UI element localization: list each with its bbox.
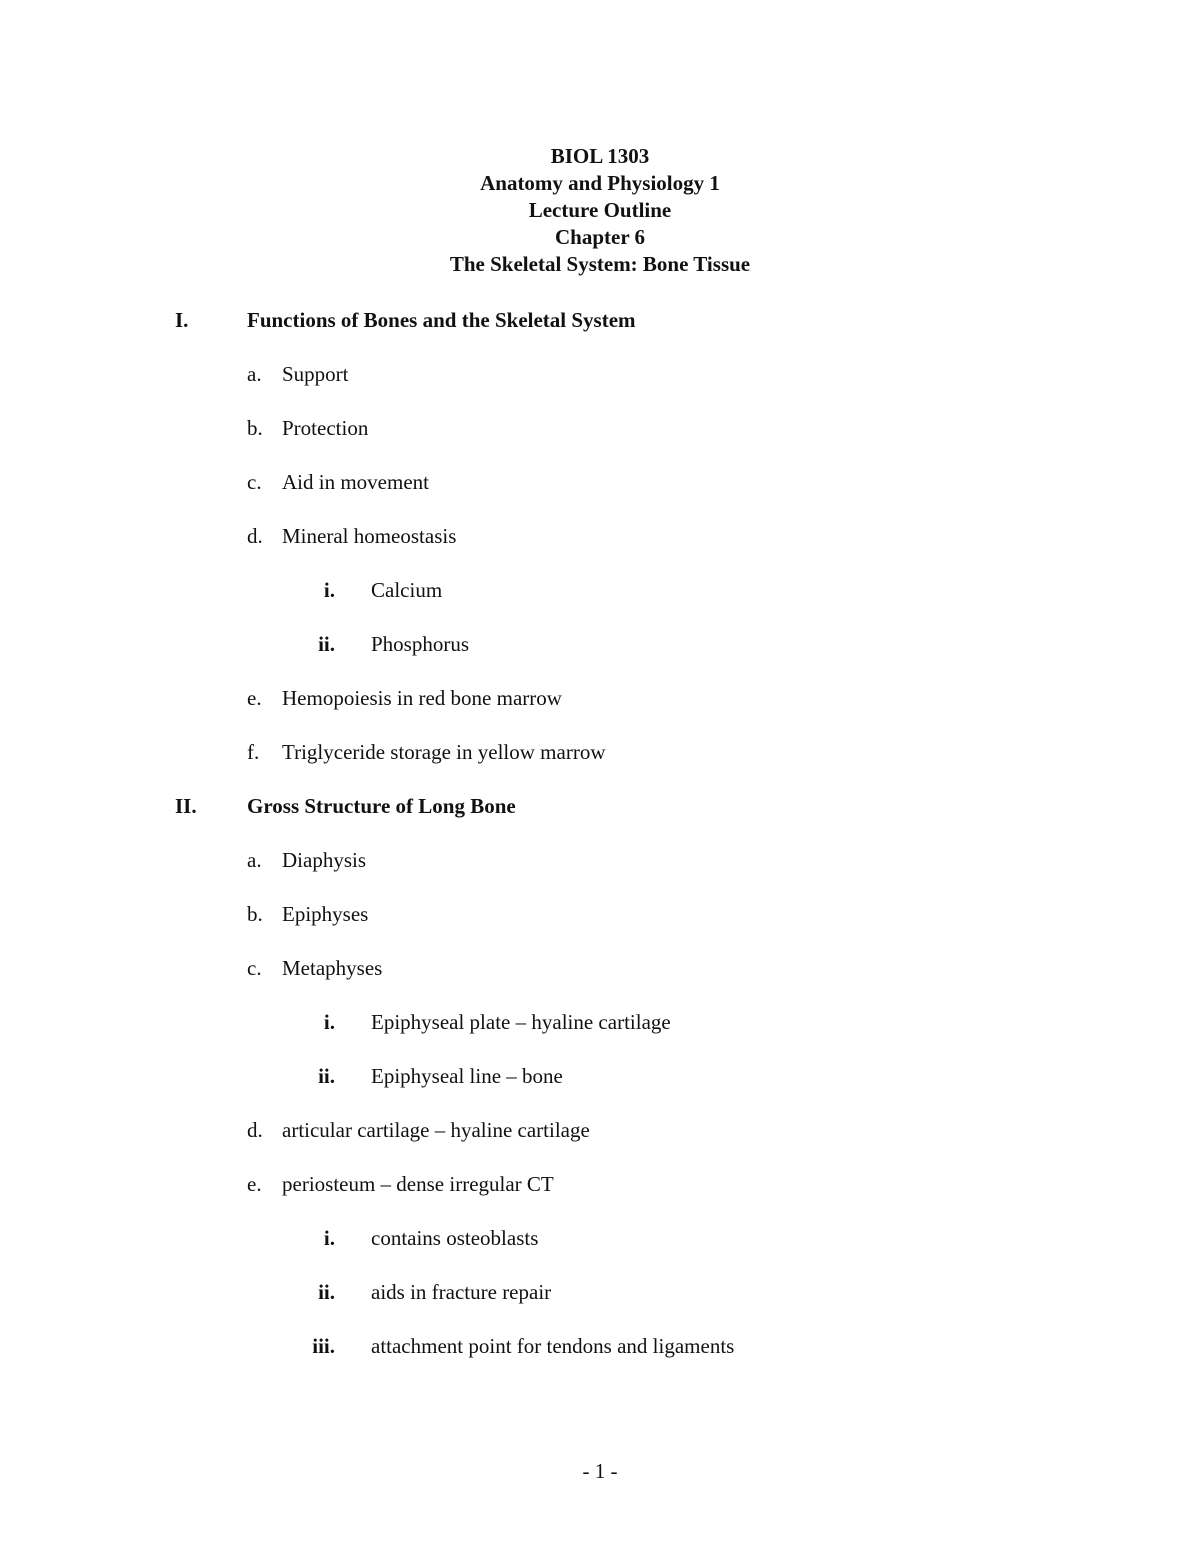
outline-marker: I. xyxy=(175,308,189,332)
outline-marker: f. xyxy=(247,740,260,764)
outline-text: Functions of Bones and the Skeletal System xyxy=(247,308,636,332)
document-type: Lecture Outline xyxy=(528,198,672,222)
outline-marker: II. xyxy=(175,794,197,818)
outline-marker: a. xyxy=(247,362,262,386)
outline-text: Epiphyseal plate – hyaline cartilage xyxy=(371,1010,671,1034)
outline-text: Protection xyxy=(282,416,369,440)
outline-text: periosteum – dense irregular CT xyxy=(282,1172,554,1196)
lecture-outline xyxy=(0,293,1200,1373)
outline-text: Aid in movement xyxy=(282,470,429,494)
outline-subitem xyxy=(0,1211,1200,1265)
outline-marker: ii. xyxy=(318,1280,335,1304)
chapter-number: Chapter 6 xyxy=(554,225,646,249)
outline-text: Phosphorus xyxy=(371,632,470,656)
outline-item xyxy=(0,671,1200,725)
outline-text: Gross Structure of Long Bone xyxy=(247,794,516,818)
outline-text: Metaphyses xyxy=(282,956,383,980)
outline-subitem xyxy=(0,1049,1200,1103)
course-code: BIOL 1303 xyxy=(550,144,650,168)
outline-item xyxy=(0,347,1200,401)
outline-text: Calcium xyxy=(371,578,443,602)
outline-marker: a. xyxy=(247,848,262,872)
outline-subitem xyxy=(0,1319,1200,1373)
outline-text: Hemopoiesis in red bone marrow xyxy=(282,686,562,710)
outline-marker: d. xyxy=(247,1118,263,1142)
outline-section xyxy=(0,779,1200,833)
outline-marker: c. xyxy=(247,956,262,980)
document-header xyxy=(0,143,1200,278)
outline-text: contains osteoblasts xyxy=(371,1226,539,1250)
outline-marker: iii. xyxy=(312,1334,335,1358)
course-name: Anatomy and Physiology 1 xyxy=(480,171,720,195)
chapter-title: The Skeletal System: Bone Tissue xyxy=(449,252,751,276)
outline-text: articular cartilage – hyaline cartilage xyxy=(282,1118,590,1142)
outline-item xyxy=(0,1157,1200,1211)
outline-text: aids in fracture repair xyxy=(371,1280,552,1304)
outline-section xyxy=(0,293,1200,347)
page-number: - 1 - xyxy=(582,1459,618,1483)
outline-marker: i. xyxy=(323,578,335,602)
outline-marker: d. xyxy=(247,524,263,548)
outline-marker: ii. xyxy=(318,1064,335,1088)
outline-marker: b. xyxy=(247,902,263,926)
outline-marker: ii. xyxy=(318,632,335,656)
outline-text: Diaphysis xyxy=(282,848,366,872)
outline-item xyxy=(0,887,1200,941)
outline-item xyxy=(0,833,1200,887)
outline-marker: b. xyxy=(247,416,263,440)
outline-item xyxy=(0,401,1200,455)
outline-marker: c. xyxy=(247,470,262,494)
outline-text: Epiphyseal line – bone xyxy=(371,1064,563,1088)
outline-item xyxy=(0,509,1200,563)
outline-marker: i. xyxy=(323,1226,335,1250)
outline-subitem xyxy=(0,995,1200,1049)
outline-item xyxy=(0,455,1200,509)
outline-subitem xyxy=(0,1265,1200,1319)
outline-text: Support xyxy=(282,362,349,386)
outline-text: Mineral homeostasis xyxy=(282,524,457,548)
outline-text: attachment point for tendons and ligaments xyxy=(371,1334,735,1358)
outline-marker: i. xyxy=(323,1010,335,1034)
outline-item xyxy=(0,941,1200,995)
outline-marker: e. xyxy=(247,686,262,710)
outline-item xyxy=(0,725,1200,779)
outline-marker: e. xyxy=(247,1172,262,1196)
outline-text: Epiphyses xyxy=(282,902,369,926)
outline-subitem xyxy=(0,617,1200,671)
outline-text: Triglyceride storage in yellow marrow xyxy=(282,740,606,764)
outline-subitem xyxy=(0,563,1200,617)
outline-item xyxy=(0,1103,1200,1157)
